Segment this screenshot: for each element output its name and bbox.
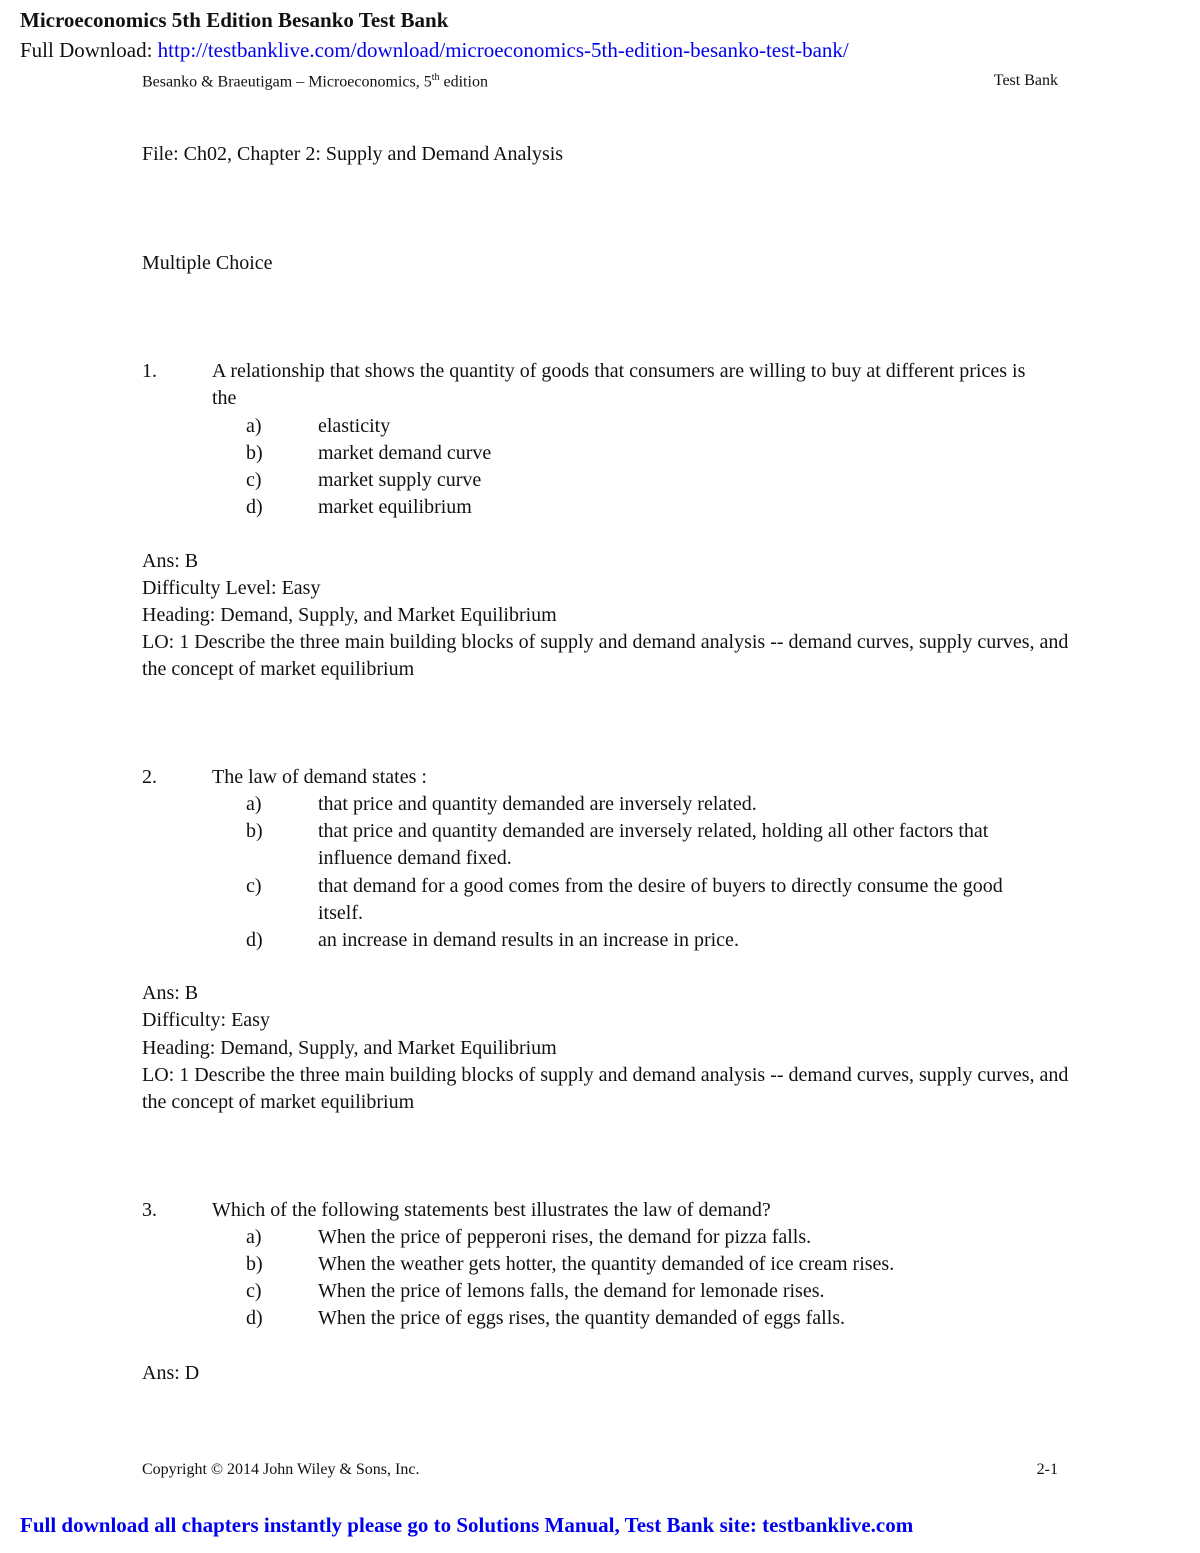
option-text: When the price of lemons falls, the demand for lemonade rises. [318,1280,825,1302]
option-label: b) [246,820,263,842]
heading: Heading: Demand, Supply, and Market Equilibrium [142,1037,557,1059]
option-text: market demand curve [318,442,492,464]
question-number: 1. [142,360,157,382]
banner-download-line [20,38,849,63]
difficulty: Difficulty Level: Easy [142,577,321,599]
option-label: d) [246,929,263,951]
option-text: When the price of pepperoni rises, the demand for pizza falls. [318,1226,812,1248]
page-number: 2-1 [1036,1461,1058,1478]
heading: Heading: Demand, Supply, and Market Equilibrium [142,604,557,626]
question-number: 2. [142,766,157,788]
option-label: c) [246,1280,262,1302]
option-text: that price and quantity demanded are inversely related. [318,793,757,815]
option-label: d) [246,1307,263,1329]
option-label: a) [246,1226,262,1248]
running-header-book: Besanko & Braeutigam – Microeconomics, 5 [142,73,432,91]
page-footer [142,1461,1058,1479]
question-stem: A relationship that shows the quantity of goods that consumers are willing to buy at different prices is the [212,360,1026,409]
running-header [142,72,1058,91]
answer: Ans: B [142,982,199,1004]
section-title: Multiple Choice [142,252,273,274]
question-stem: Which of the following statements best illustrates the law of demand? [212,1199,771,1221]
running-header-right: Test Bank [993,72,1058,89]
option-text: that price and quantity demanded are inversely related, holding all other factors that influence demand fixed. [318,820,989,869]
option-label: c) [246,875,262,897]
option-text: an increase in demand results in an increase in price. [318,929,739,951]
option-label: b) [246,1253,263,1275]
difficulty: Difficulty: Easy [142,1009,270,1031]
learning-objective: LO: 1 Describe the three main building blocks of supply and demand analysis -- demand curves, supply curves, and the concept of market equilibrium [142,1064,1069,1113]
download-link[interactable]: http://testbanklive.com/download/microeconomics-5th-edition-besanko-test-bank/ [157,38,849,62]
option-label: d) [246,496,263,518]
answer: Ans: D [142,1362,200,1384]
option-label: a) [246,415,262,437]
learning-objective: LO: 1 Describe the three main building blocks of supply and demand analysis -- demand curves, supply curves, and the concept of market equilibrium [142,631,1069,680]
option-label: c) [246,469,262,491]
download-label: Full Download: [20,38,158,62]
answer: Ans: B [142,550,199,572]
option-text: elasticity [318,415,391,437]
question-number: 3. [142,1199,157,1221]
option-text: When the weather gets hotter, the quantity demanded of ice cream rises. [318,1253,895,1275]
bottom-banner[interactable]: Full download all chapters instantly please go to Solutions Manual, Test Bank site: testbanklive.com [20,1513,914,1537]
option-text: When the price of eggs rises, the quantity demanded of eggs falls. [318,1307,846,1329]
option-text: market supply curve [318,469,482,491]
banner-title: Microeconomics 5th Edition Besanko Test Bank [20,8,449,32]
option-text: that demand for a good comes from the desire of buyers to directly consume the good itself. [318,875,1003,924]
option-text: market equilibrium [318,496,472,518]
option-label: b) [246,442,263,464]
copyright: Copyright © 2014 John Wiley & Sons, Inc. [142,1461,420,1478]
running-header-left [142,72,488,91]
option-label: a) [246,793,262,815]
file-line: File: Ch02, Chapter 2: Supply and Demand Analysis [142,143,564,165]
running-header-edition: edition [439,73,488,91]
running-header-sup: th [431,72,440,83]
question-stem: The law of demand states : [212,766,427,788]
